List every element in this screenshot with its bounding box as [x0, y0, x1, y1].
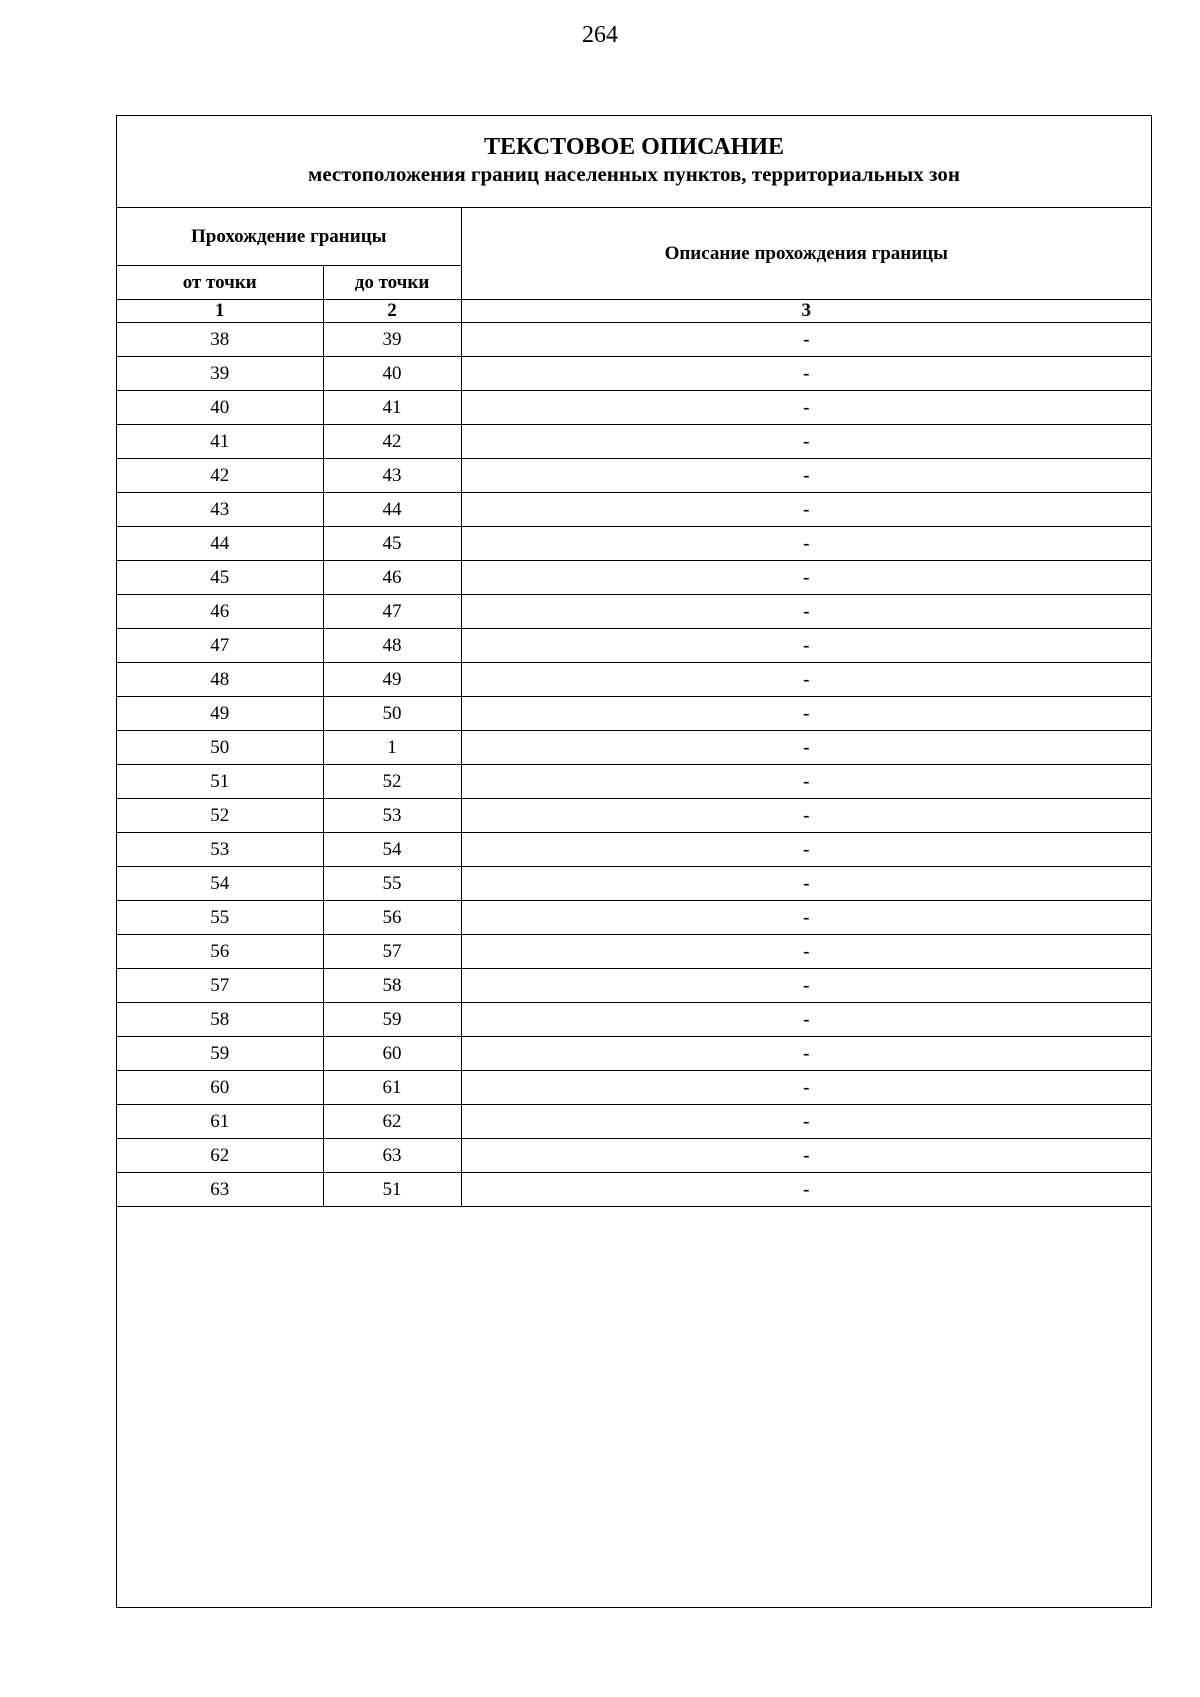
- table-row: [117, 527, 1151, 561]
- to-point-cell: 42: [323, 425, 461, 459]
- title-block: [117, 116, 1151, 208]
- from-point-cell: 50: [117, 731, 323, 765]
- document-frame: [116, 115, 1152, 1608]
- from-point-cell: 47: [117, 629, 323, 663]
- to-point-cell: 43: [323, 459, 461, 493]
- table-row: [117, 323, 1151, 357]
- description-cell: -: [461, 935, 1151, 969]
- from-point-cell: 57: [117, 969, 323, 1003]
- to-point-cell: 59: [323, 1003, 461, 1037]
- table-row: [117, 1003, 1151, 1037]
- table-row: [117, 1071, 1151, 1105]
- from-point-cell: 62: [117, 1139, 323, 1173]
- from-point-cell: 59: [117, 1037, 323, 1071]
- description-cell: -: [461, 731, 1151, 765]
- from-point-cell: 46: [117, 595, 323, 629]
- description-cell: -: [461, 969, 1151, 1003]
- description-cell: -: [461, 867, 1151, 901]
- to-point-cell: 41: [323, 391, 461, 425]
- table-row: [117, 1139, 1151, 1173]
- from-point-cell: 53: [117, 833, 323, 867]
- table-row: [117, 561, 1151, 595]
- header-from-point: от точки: [117, 266, 323, 300]
- table-row: [117, 867, 1151, 901]
- description-cell: -: [461, 493, 1151, 527]
- to-point-cell: 1: [323, 731, 461, 765]
- description-cell: -: [461, 629, 1151, 663]
- to-point-cell: 45: [323, 527, 461, 561]
- description-cell: -: [461, 1071, 1151, 1105]
- to-point-cell: 57: [323, 935, 461, 969]
- table-row: [117, 629, 1151, 663]
- header-to-point: до точки: [323, 266, 461, 300]
- from-point-cell: 56: [117, 935, 323, 969]
- from-point-cell: 41: [117, 425, 323, 459]
- from-point-cell: 55: [117, 901, 323, 935]
- description-cell: -: [461, 1003, 1151, 1037]
- boundary-table: [117, 208, 1151, 1207]
- to-point-cell: 51: [323, 1173, 461, 1207]
- document-title: ТЕКСТОВОЕ ОПИСАНИЕ: [483, 134, 784, 160]
- to-point-cell: 47: [323, 595, 461, 629]
- page-number: 264: [582, 22, 618, 48]
- description-cell: -: [461, 1105, 1151, 1139]
- to-point-cell: 54: [323, 833, 461, 867]
- from-point-cell: 38: [117, 323, 323, 357]
- description-cell: -: [461, 901, 1151, 935]
- table-row: [117, 935, 1151, 969]
- description-cell: -: [461, 663, 1151, 697]
- from-point-cell: 52: [117, 799, 323, 833]
- table-row: [117, 425, 1151, 459]
- header-boundary-description: Описание прохождения границы: [461, 208, 1151, 300]
- from-point-cell: 49: [117, 697, 323, 731]
- header-boundary-passage: Прохождение границы: [117, 208, 461, 266]
- from-point-cell: 44: [117, 527, 323, 561]
- table-row: [117, 765, 1151, 799]
- description-cell: -: [461, 697, 1151, 731]
- from-point-cell: 42: [117, 459, 323, 493]
- from-point-cell: 54: [117, 867, 323, 901]
- description-cell: -: [461, 1037, 1151, 1071]
- from-point-cell: 61: [117, 1105, 323, 1139]
- to-point-cell: 53: [323, 799, 461, 833]
- description-cell: -: [461, 425, 1151, 459]
- to-point-cell: 60: [323, 1037, 461, 1071]
- description-cell: -: [461, 799, 1151, 833]
- table-row: [117, 799, 1151, 833]
- description-cell: -: [461, 1173, 1151, 1207]
- to-point-cell: 58: [323, 969, 461, 1003]
- description-cell: -: [461, 357, 1151, 391]
- description-cell: -: [461, 765, 1151, 799]
- table-body: [117, 323, 1151, 1207]
- table-row: [117, 1173, 1151, 1207]
- table-row: [117, 391, 1151, 425]
- from-point-cell: 40: [117, 391, 323, 425]
- table-row: [117, 459, 1151, 493]
- description-cell: -: [461, 391, 1151, 425]
- to-point-cell: 49: [323, 663, 461, 697]
- description-cell: -: [461, 1139, 1151, 1173]
- from-point-cell: 58: [117, 1003, 323, 1037]
- to-point-cell: 48: [323, 629, 461, 663]
- to-point-cell: 55: [323, 867, 461, 901]
- description-cell: -: [461, 595, 1151, 629]
- description-cell: -: [461, 527, 1151, 561]
- header-column-number: 1: [117, 300, 323, 323]
- table-row: [117, 731, 1151, 765]
- to-point-cell: 40: [323, 357, 461, 391]
- table-row: [117, 493, 1151, 527]
- to-point-cell: 63: [323, 1139, 461, 1173]
- document-subtitle: местоположения границ населенных пунктов, территориальных зон: [308, 162, 960, 186]
- header-column-number: 3: [461, 300, 1151, 323]
- table-row: [117, 1037, 1151, 1071]
- from-point-cell: 45: [117, 561, 323, 595]
- to-point-cell: 50: [323, 697, 461, 731]
- table-row: [117, 969, 1151, 1003]
- header-column-number: 2: [323, 300, 461, 323]
- from-point-cell: 60: [117, 1071, 323, 1105]
- table-row: [117, 663, 1151, 697]
- table-row: [117, 357, 1151, 391]
- to-point-cell: 61: [323, 1071, 461, 1105]
- to-point-cell: 62: [323, 1105, 461, 1139]
- description-cell: -: [461, 833, 1151, 867]
- from-point-cell: 48: [117, 663, 323, 697]
- to-point-cell: 52: [323, 765, 461, 799]
- table-row: [117, 901, 1151, 935]
- from-point-cell: 39: [117, 357, 323, 391]
- from-point-cell: 51: [117, 765, 323, 799]
- description-cell: -: [461, 561, 1151, 595]
- to-point-cell: 44: [323, 493, 461, 527]
- description-cell: -: [461, 459, 1151, 493]
- table-row: [117, 595, 1151, 629]
- to-point-cell: 56: [323, 901, 461, 935]
- to-point-cell: 39: [323, 323, 461, 357]
- table-row: [117, 833, 1151, 867]
- from-point-cell: 63: [117, 1173, 323, 1207]
- to-point-cell: 46: [323, 561, 461, 595]
- from-point-cell: 43: [117, 493, 323, 527]
- table-row: [117, 697, 1151, 731]
- description-cell: -: [461, 323, 1151, 357]
- table-row: [117, 1105, 1151, 1139]
